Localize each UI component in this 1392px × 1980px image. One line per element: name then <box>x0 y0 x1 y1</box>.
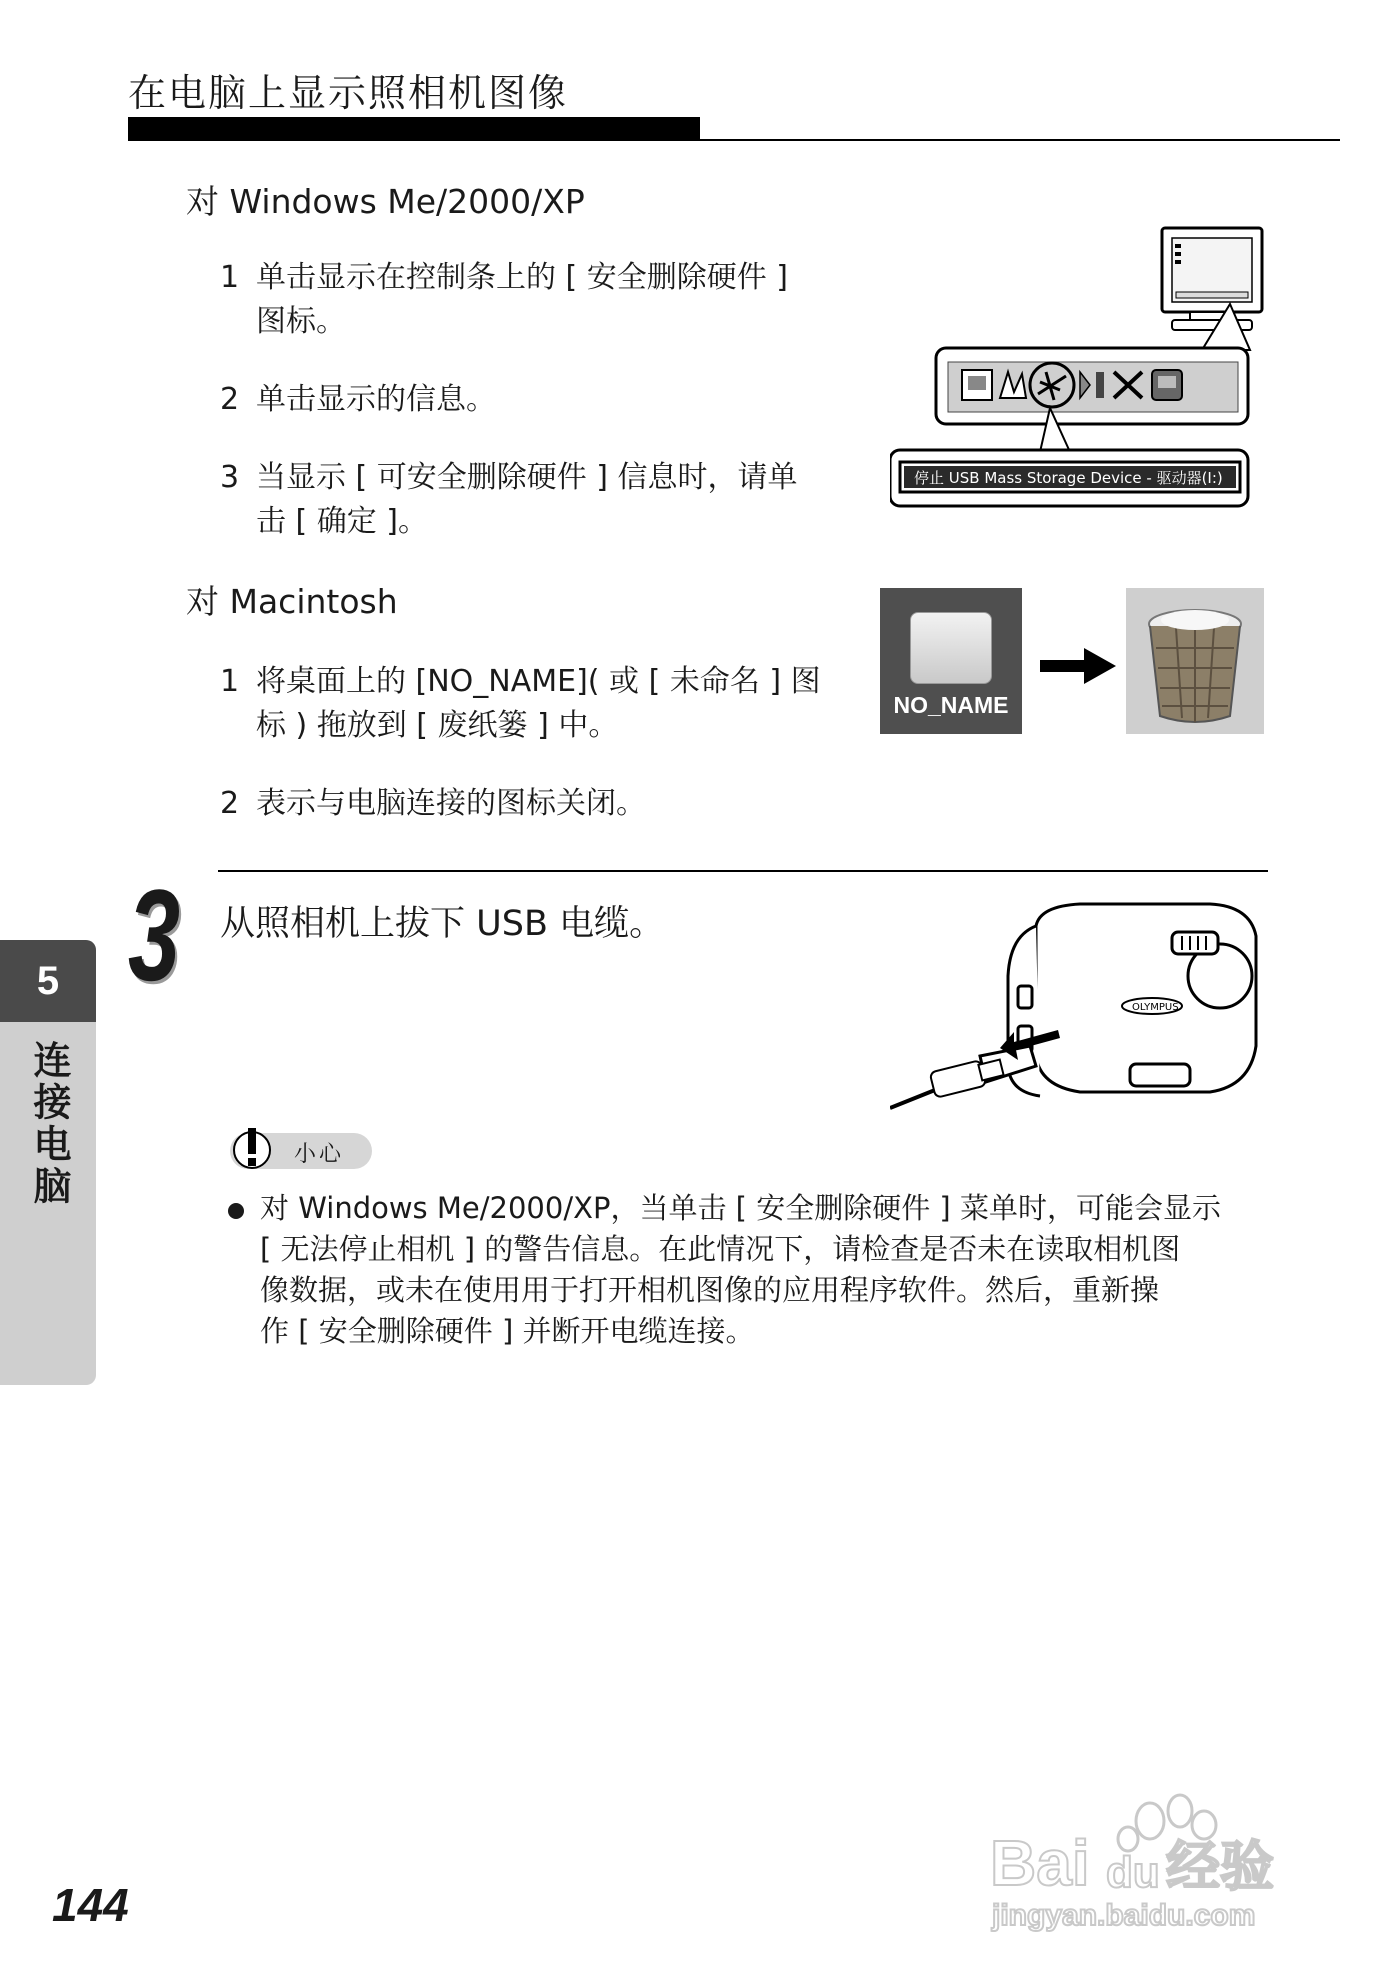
chapter-number: 5 <box>0 940 96 1022</box>
monitor-icon <box>1162 228 1262 330</box>
step-number: 1 <box>220 260 240 295</box>
step-text: 单击显示的信息。 <box>256 382 496 417</box>
camera-brand: OLYMPUS <box>1132 1002 1179 1013</box>
watermark-brand-cn: 经验 <box>1166 1837 1274 1897</box>
bullet-icon <box>228 1203 244 1219</box>
windows-step-3 <box>220 456 900 548</box>
step3-rule <box>218 870 1268 872</box>
baidu-watermark-logo <box>990 1775 1320 1935</box>
camera-usb-illustration <box>890 896 1270 1132</box>
watermark-brand: Bai <box>990 1827 1090 1899</box>
drive-label: NO_NAME <box>893 692 1009 718</box>
step-3-text: 从照相机上拔下 USB 电缆。 <box>220 904 665 944</box>
stop-device-message <box>890 450 1248 506</box>
header-rule <box>700 139 1340 141</box>
step-text: 当显示 [ 可安全删除硬件 ] 信息时，请单 击 [ 确定 ]。 <box>256 460 798 539</box>
watermark-url: jingyan.baidu.com <box>992 1899 1256 1932</box>
mac-step-1 <box>220 660 870 752</box>
step-number: 3 <box>220 460 240 495</box>
windows-heading: 对 Windows Me/2000/XP <box>186 182 585 221</box>
page-header-title: 在电脑上显示照相机图像 <box>128 71 569 115</box>
exclamation-icon <box>232 1126 272 1170</box>
step-3-number: 3 <box>128 862 178 1008</box>
caution-label: 小心 <box>294 1142 345 1167</box>
windows-taskbar-illustration <box>890 222 1270 512</box>
step-number: 2 <box>220 382 240 417</box>
popup-message-text: 停止 USB Mass Storage Device - 驱动器(I:) <box>914 469 1223 487</box>
mac-heading: 对 Macintosh <box>186 582 398 621</box>
mac-step-2 <box>220 782 870 826</box>
drive-icon <box>910 612 992 684</box>
arrow-right-icon <box>1040 648 1116 684</box>
step-text: 单击显示在控制条上的 [ 安全删除硬件 ] 图标。 <box>256 260 789 339</box>
chapter-title: 连接电脑 <box>27 1040 71 1208</box>
page-number: 144 <box>52 1879 129 1931</box>
windows-step-1 <box>220 256 900 348</box>
windows-step-2 <box>220 378 900 422</box>
taskbar-callout <box>936 348 1248 424</box>
watermark-brand2: du <box>1106 1848 1160 1897</box>
step-text: 将桌面上的 [NO_NAME]( 或 [ 未命名 ] 图 标 ) 拖放到 [ 废纸篓 ] 中。 <box>256 664 821 743</box>
header-bar <box>128 117 700 141</box>
step-text: 表示与电脑连接的图标关闭。 <box>256 786 646 821</box>
caution-text: 对 Windows Me/2000/XP，当单击 [ 安全删除硬件 ] 菜单时，可能会显示 [ 无法停止相机 ] 的警告信息。在此情况下，请检查是否未在读取相机图 像数据，或未在使用用于打开相机图像的应用程序软件。然后，重新操 作 [ 安全删除硬件 ] 并断开电缆连接。 <box>260 1191 1221 1348</box>
no-name-drive-icon <box>880 588 1022 734</box>
trash-icon <box>1126 588 1264 734</box>
usb-cable-icon <box>890 1060 1004 1108</box>
step-number: 2 <box>220 786 240 821</box>
step-number: 1 <box>220 664 240 699</box>
